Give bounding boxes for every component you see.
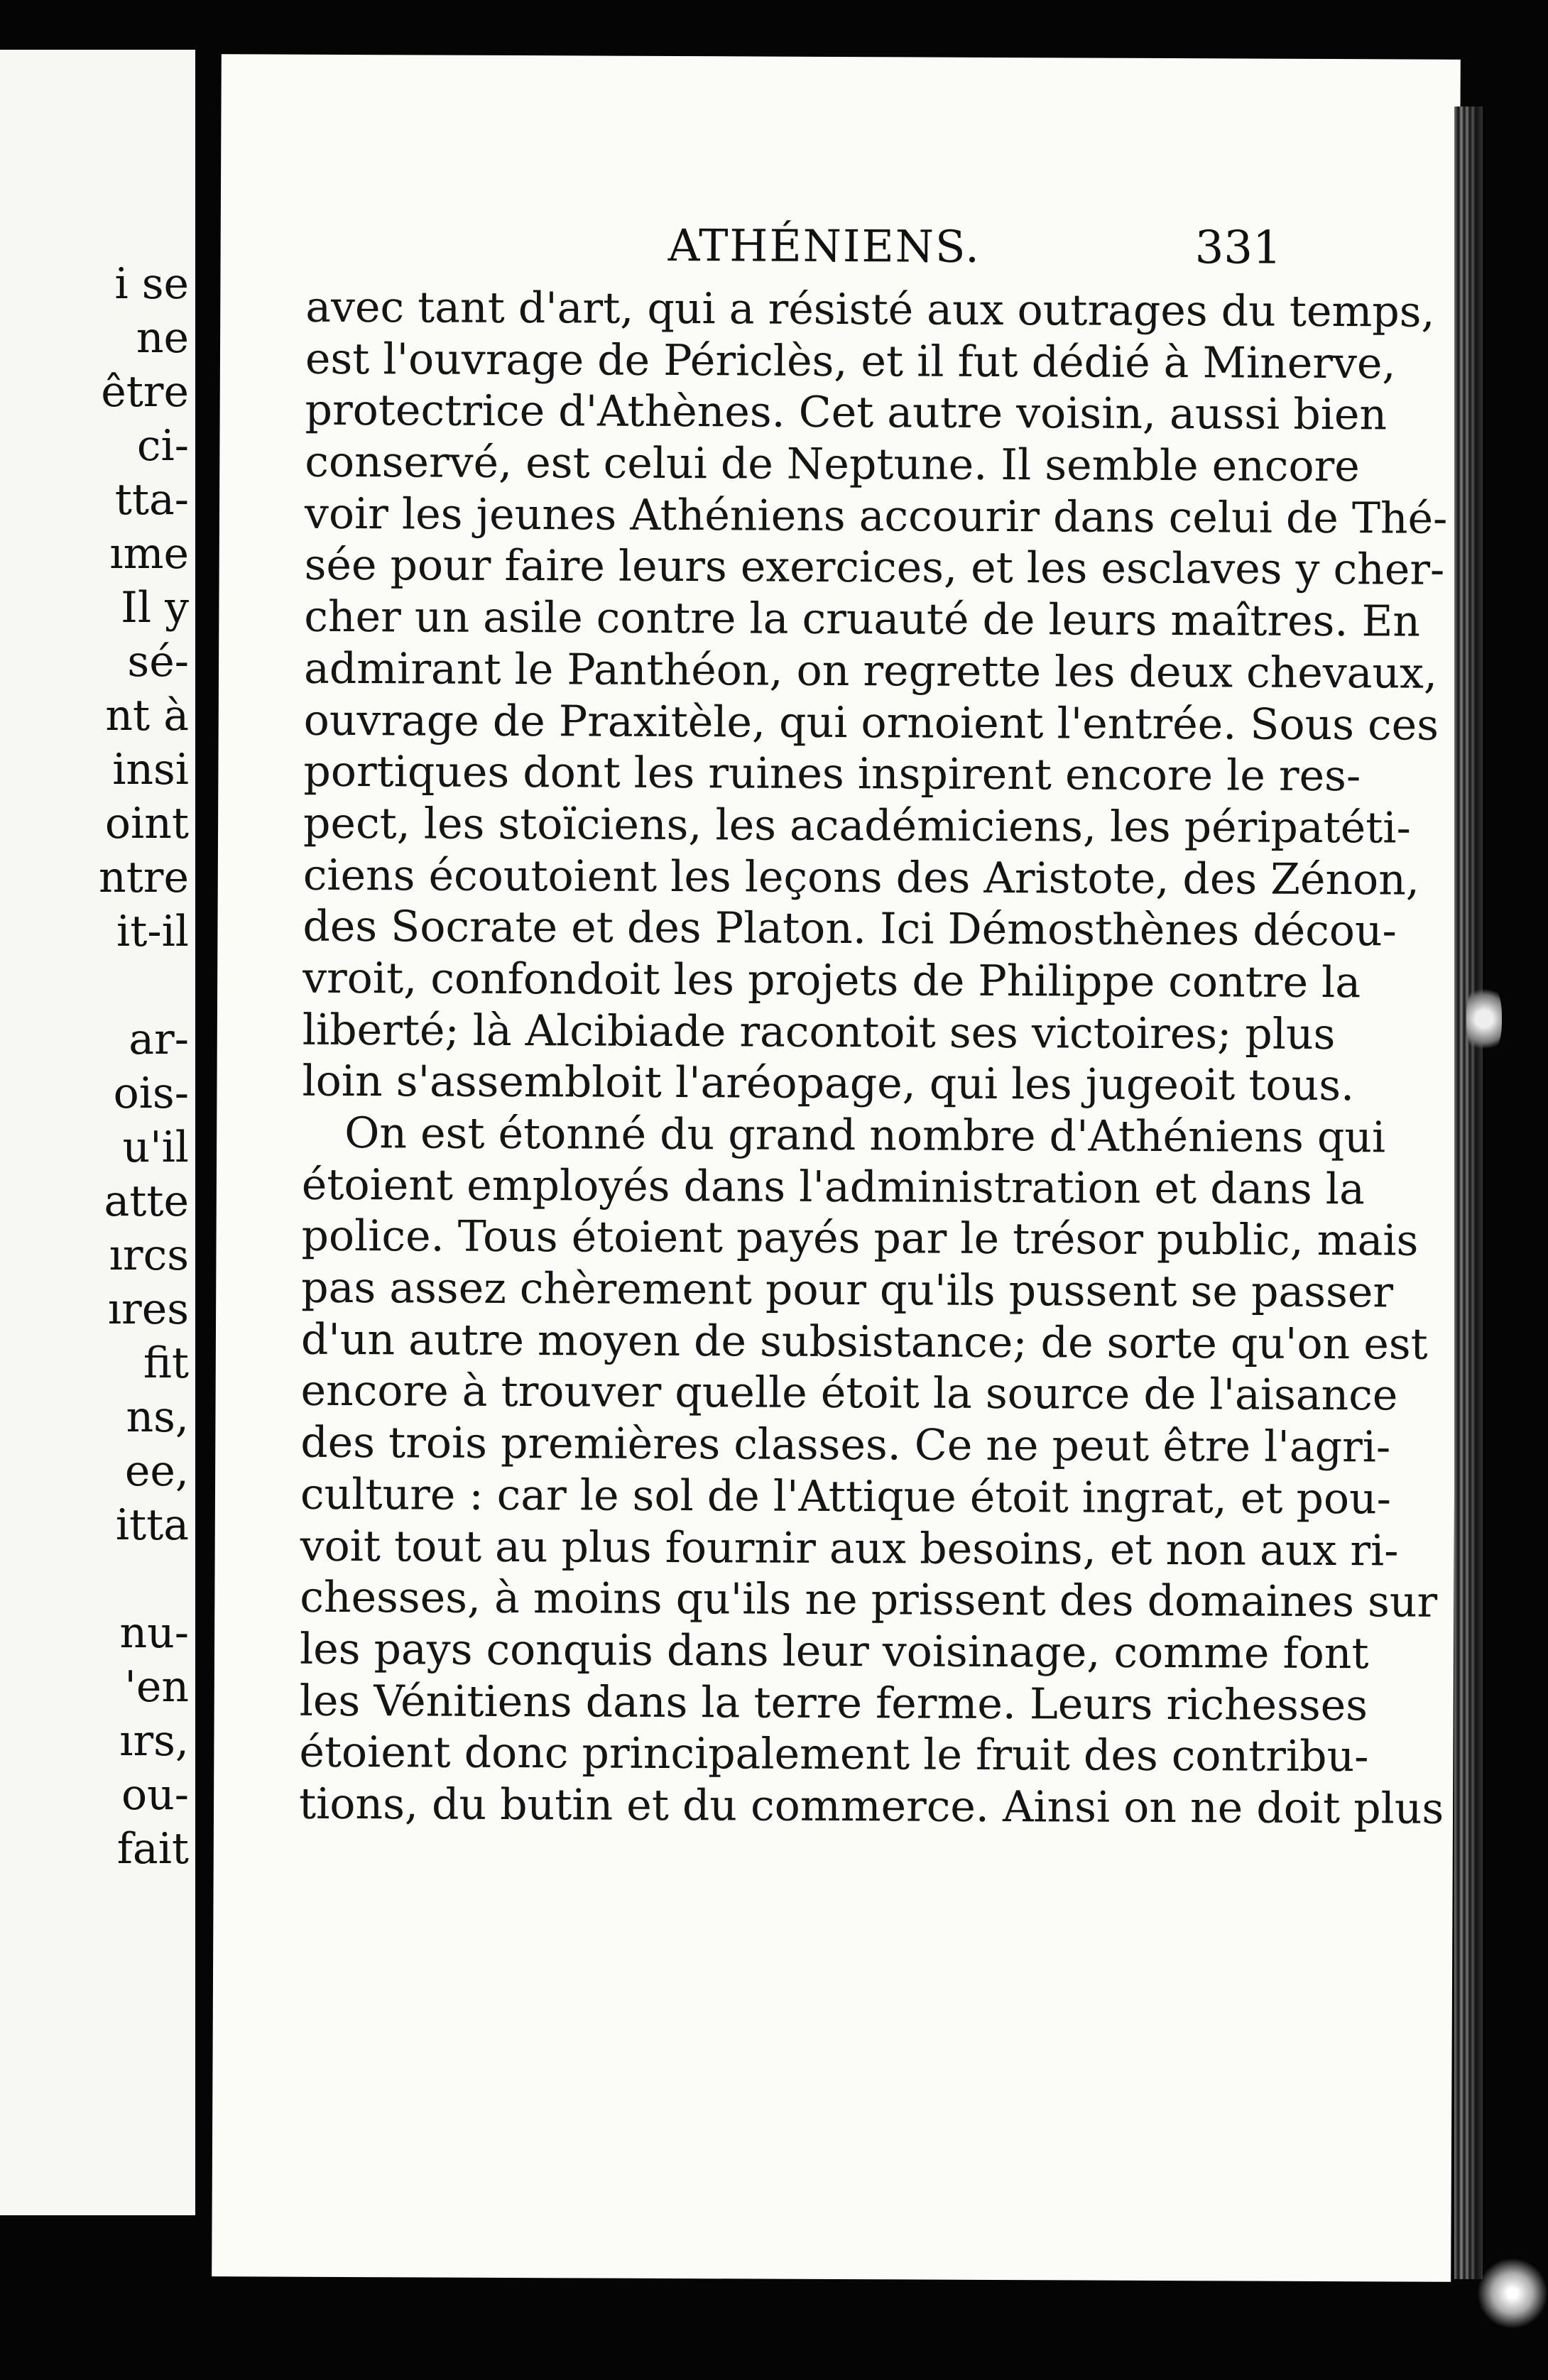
text-line: les Vénitiens dans la terre ferme. Leurs richesses (299, 1676, 1368, 1730)
text-line: police. Tous étoient payés par le trésor public, mais (301, 1211, 1419, 1266)
facing-page-fragment: ırcs (109, 1230, 189, 1280)
running-head (220, 217, 1282, 285)
page-header-title: ATHÉNIENS. (667, 219, 981, 273)
text-line: loin s'assembloit l'aréopage, qui les jugeoit tous. (302, 1057, 1355, 1111)
facing-page-fragment: tta- (114, 475, 189, 525)
text-line: protectrice d'Athènes. Cet autre voisin, aussi bien (305, 386, 1388, 440)
facing-page-fragment: ns, (126, 1392, 189, 1442)
facing-page-fragment: fait (116, 1824, 189, 1874)
facing-page-fragment: i se (114, 259, 189, 309)
book-page (212, 54, 1461, 2282)
text-line: admirant le Panthéon, on regrette les deux chevaux, (303, 643, 1438, 699)
facing-page-fragment: ıres (107, 1284, 189, 1334)
facing-page-fragment: ar- (129, 1015, 189, 1064)
body-text (298, 282, 1448, 1834)
facing-page (0, 50, 195, 2215)
facing-page-fragment: ntre (99, 853, 189, 902)
text-line: voit tout au plus fournir aux besoins, et non aux ri- (300, 1521, 1399, 1576)
text-line: tions, du butin et du commerce. Ainsi on ne doit plus (298, 1779, 1444, 1834)
text-line: des Socrate et des Platon. Ici Démosthènes décou- (302, 901, 1397, 956)
facing-page-fragment: ıme (109, 529, 189, 579)
text-line: est l'ouvrage de Périclès, et il fut dédié à Minerve, (305, 334, 1396, 389)
text-line: étoient donc principalement le fruit des contribu- (299, 1727, 1369, 1782)
text-line: encore à trouver quelle étoit la source de l'aisance (300, 1366, 1398, 1421)
text-line: conservé, est celui de Neptune. Il semble encore (305, 437, 1360, 492)
text-line: On est étonné du grand nombre d'Athéniens qui (344, 1108, 1386, 1163)
text-line: culture : car le sol de l'Attique étoit ingrat, et pou- (300, 1469, 1392, 1524)
text-line: pas assez chèrement pour qu'ils pussent se passer (301, 1262, 1394, 1318)
facing-page-fragment: ou- (121, 1770, 189, 1820)
text-line: ouvrage de Praxitèle, qui ornoient l'entrée. Sous ces (303, 695, 1439, 750)
facing-page-fragment: nu- (119, 1608, 189, 1658)
facing-page-fragment: ci- (136, 421, 189, 471)
scan-artifact (1466, 980, 1502, 1058)
scan-glare (1477, 2258, 1548, 2329)
facing-page-fragment: insi (112, 745, 189, 795)
text-line: voir les jeunes Athéniens accourir dans celui de Thé- (304, 488, 1448, 544)
text-line: les pays conquis dans leur voisinage, comme font (299, 1624, 1369, 1679)
facing-page-fragment: nt à (105, 691, 189, 741)
facing-page-fragment: sé- (127, 637, 189, 687)
text-line: d'un autre moyen de subsistance; de sorte qu'on est (300, 1314, 1428, 1370)
text-line: avec tant d'art, qui a résisté aux outrages du temps, (305, 282, 1435, 337)
facing-page-fragment: ois- (113, 1069, 189, 1118)
page-stack-edge (1454, 107, 1483, 2279)
text-line: vroit, confondoit les projets de Philippe contre la (302, 953, 1361, 1008)
text-line: portiques dont les ruines inspirent encore le res- (303, 746, 1361, 802)
facing-page-fragment: itta (115, 1500, 189, 1550)
facing-page-fragment: ırs, (119, 1716, 189, 1766)
facing-page-fragment: ee, (124, 1446, 189, 1496)
text-line: cher un asile contre la cruauté de leurs maîtres. En (304, 591, 1421, 647)
text-line: étoient employés dans l'administration et dans la (301, 1159, 1365, 1214)
page-number: 331 (1194, 222, 1282, 275)
facing-page-fragment: oint (104, 799, 189, 848)
facing-page-fragment: it-il (116, 907, 189, 956)
facing-page-fragment: 'en (124, 1662, 189, 1712)
text-line: ciens écoutoient les leçons des Aristote, des Zénon, (302, 850, 1420, 905)
facing-page-fragment: ne (136, 313, 189, 363)
text-line: chesses, à moins qu'ils ne prissent des domaines sur (300, 1572, 1438, 1627)
text-line: liberté; là Alcibiade racontoit ses victoires; plus (302, 1005, 1336, 1059)
facing-page-fragment: u'il (122, 1123, 189, 1172)
facing-page-fragment: Il y (121, 583, 189, 633)
facing-page-fragment: atte (104, 1177, 189, 1226)
facing-page-fragment: fit (143, 1338, 189, 1388)
facing-page-fragment: être (101, 367, 189, 417)
text-line: des trois premières classes. Ce ne peut être l'agri- (300, 1417, 1391, 1473)
text-line: sée pour faire leurs exercices, et les esclaves y cher- (304, 540, 1445, 596)
text-line: pect, les stoïciens, les académiciens, les péripatéti- (302, 798, 1411, 853)
